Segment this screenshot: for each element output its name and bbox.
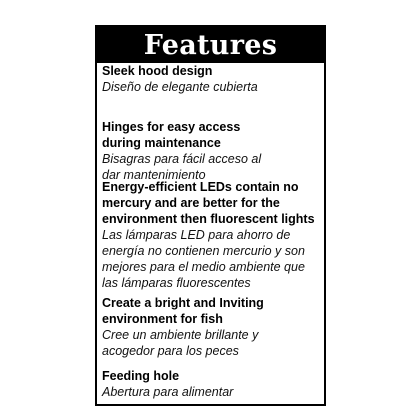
feature-translation-line: Abertura para alimentar [102,385,234,399]
feature-translation-line: dar mantenimiento [102,168,206,182]
feature-title-line: Hinges for easy access [102,120,241,134]
feature-item-environment [102,295,320,359]
feature-title-line: Sleek hood design [102,64,213,78]
feature-title-line: Create a bright and Inviting [102,296,264,310]
feature-translation-line: Las lámparas LED para ahorro de [102,228,291,242]
feature-translation-line: mejores para el medio ambiente que [102,260,305,274]
feature-translation-line: energía no contienen mercurio y son [102,244,305,258]
feature-translation-line: acogedor para los peces [102,344,239,358]
features-card [95,25,326,406]
feature-translation-line: Diseño de elegante cubierta [102,80,258,94]
feature-item-feeding-hole [102,368,320,400]
feature-translation-line: Cree un ambiente brillante y [102,328,259,342]
feature-title-line: during maintenance [102,136,221,150]
features-title: Features [97,27,324,63]
feature-item-hinges [102,119,320,183]
feature-translation-line: Bisagras para fácil acceso al [102,152,262,166]
feature-translation-line: las lámparas fluorescentes [102,276,251,290]
feature-item-leds [102,179,320,291]
feature-title-line: environment for fish [102,312,223,326]
feature-title-line: Feeding hole [102,369,180,383]
feature-title-line: mercury and are better for the [102,196,280,210]
feature-item-hood [102,63,320,95]
feature-title-line: Energy-efficient LEDs contain no [102,180,299,194]
feature-title-line: environment then fluorescent lights [102,212,315,226]
